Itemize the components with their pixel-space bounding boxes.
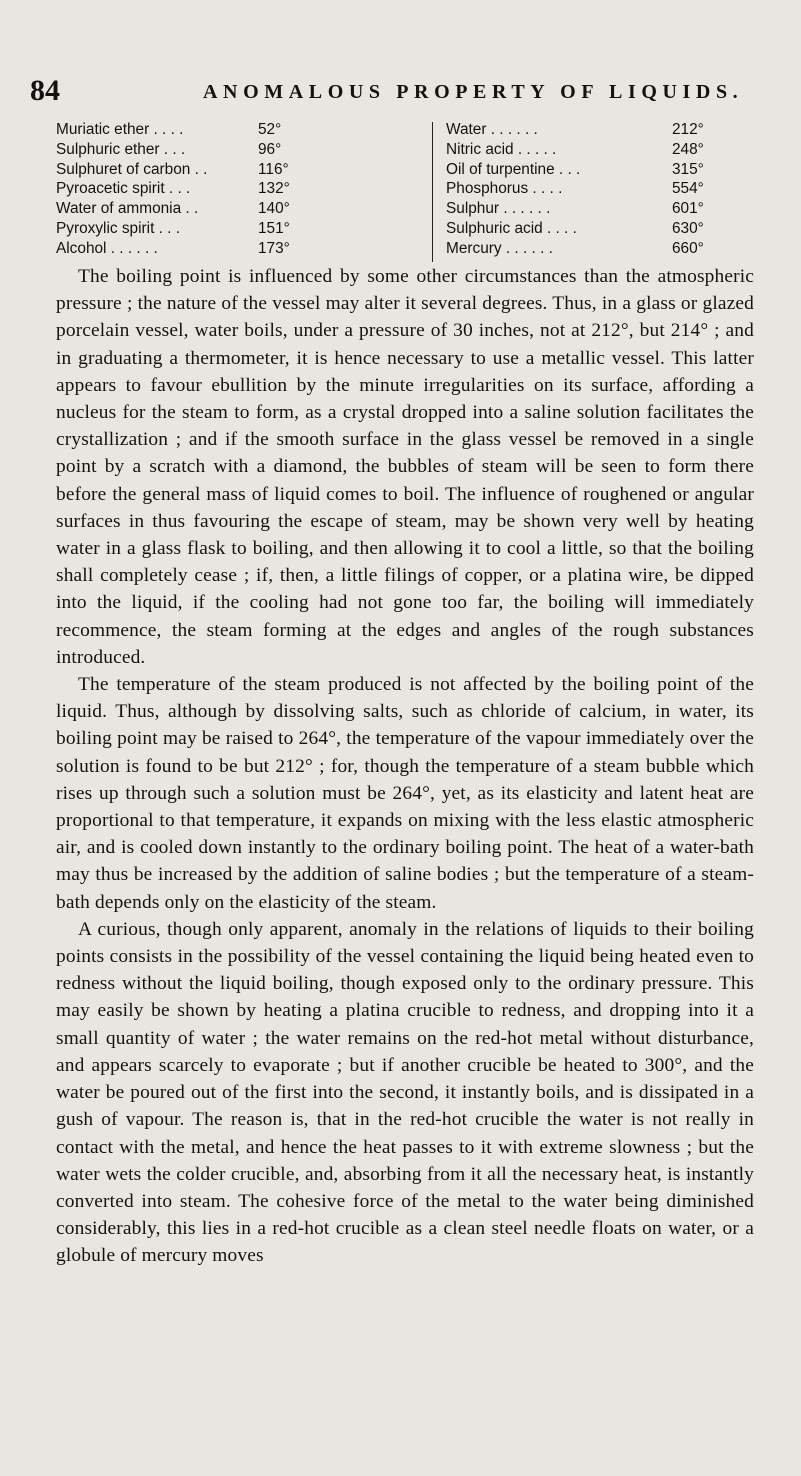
boiling-points-table [56,120,776,262]
substance-name: Sulphuret of carbon . . [56,160,208,178]
table-row [446,219,776,239]
boiling-temperature: 315° [672,160,704,178]
substance-name: Mercury . . . . . . [446,239,553,257]
table-left-column [56,120,416,259]
boiling-temperature: 96° [258,140,282,158]
running-title: ANOMALOUS PROPERTY OF LIQUIDS. [203,81,744,103]
boiling-temperature: 151° [258,219,290,237]
substance-name: Alcohol . . . . . . [56,239,158,257]
page-number: 84 [30,74,60,107]
boiling-temperature: 212° [672,121,704,138]
table-row [446,160,776,180]
table-row [446,179,776,199]
paragraph-anomaly: A curious, though only apparent, anomaly in the relations of liquids to their boiling points consists in the possibility of the vessel containing the liquid being heated even to redness without the liquid boiling, though exposed only to the ordinary pressure. This may easily be shown by heating a platina crucible to redness, and dropping into it a small quantity of water ; the water remains on the red-hot metal without disturbance, and appears scarcely to evaporate ; but if another crucible be heated to 300°, and the water be poured out of the first into the second, it instantly boils, and is dissipated in a gush of vapour. The reason is, that in the red-hot crucible the water is not really in contact with the metal, and hence the heat passes to it with extreme slowness ; but the water wets the colder crucible, and, absorbing from it all the necessary heat, is instantly converted into steam. The cohesive force of the metal to the water being diminished considerably, this lies in a red-hot crucible as a clean steel needle floats on water, or a globule of mercury moves [56,918,754,1267]
boiling-temperature: 52° [258,121,282,138]
substance-name: Pyroxylic spirit . . . [56,219,180,237]
table-row [56,179,416,199]
boiling-temperature: 554° [672,180,704,198]
table-row [56,199,416,219]
boiling-temperature: 660° [672,239,704,257]
table-row [446,199,776,219]
substance-name: Sulphuric ether . . . [56,140,186,158]
boiling-temperature: 248° [672,140,704,158]
page-header [30,76,750,106]
table-row [56,239,416,259]
column-divider [432,122,433,262]
boiling-temperature: 173° [258,239,290,257]
substance-name: Oil of turpentine . . . [446,160,581,178]
table-row [56,219,416,239]
table-row [56,140,416,160]
boiling-temperature: 132° [258,180,290,198]
paragraph-boiling-influence: The boiling point is influenced by some other circumstances than the atmospheric pressure ; the nature of the vessel may alter it several degrees. Thus, in a glass or glazed porcelain vessel, water boils, under a pressure of 30 inches, not at 212°, but 214° ; and in graduating a thermometer, it is hence necessary to use a metallic vessel. This latter appears to favour ebullition by the minute irregularities on its surface, affording a nucleus for the steam to form, as a crystal dropped into a saline solution facilitates the crystallization ; and if the smooth surface in the glass vessel be removed in a single point by a scratch with a diamond, the bubbles of steam will be seen to form there before the general mass of liquid comes to boil. The influence of roughened or angular surfaces in thus favouring the escape of steam, may be shown very well by heating water in a glass flask to boiling, and then allowing it to cool a little, so that the boiling shall completely cease ; if, then, a little filings of copper, or a platina wire, be dipped into the liquid, if the cooling had not gone too far, the boiling will immediately recommence, the steam forming at the edges and angles of the rough substances introduced. [56,266,754,668]
table-right-column [446,120,776,259]
table-row [446,120,776,140]
table-row [446,140,776,160]
table-row [446,239,776,259]
substance-name: Sulphuric acid . . . . [446,219,577,237]
paragraph-steam-temperature: The temperature of the steam produced is not affected by the boiling point of the liquid. Thus, although by dissolving salts, such as chloride of calcium, in water, its boiling point may be raised to 264°, the temperature of the vapour immediately over the solution is found to be but 212° ; for, though the temperature of a steam bubble which rises up through such a solution must be 264°, yet, as its elasticity and latent heat are proportional to that temperature, it expands on mixing with the less elastic atmospheric air, and is cooled down instantly to the ordinary boiling point. The heat of a water-bath may thus be increased by the addition of saline bodies ; but the temperature of a steam-bath depends only on the elasticity of the steam. [56,674,754,913]
table-row [56,120,416,140]
boiling-temperature: 630° [672,219,704,237]
substance-name: Pyroacetic spirit . . . [56,180,191,198]
substance-name: Nitric acid . . . . . [446,140,557,158]
substance-name: Muriatic ether . . . . [56,121,184,138]
boiling-temperature: 116° [258,160,289,178]
substance-name: Water of ammonia . . [56,200,199,218]
boiling-temperature: 601° [672,200,704,218]
substance-name: Sulphur . . . . . . [446,200,551,218]
boiling-temperature: 140° [258,200,290,218]
substance-name: Phosphorus . . . . [446,180,563,198]
substance-name: Water . . . . . . [446,121,538,138]
body-text [56,263,754,1270]
table-row [56,160,416,180]
